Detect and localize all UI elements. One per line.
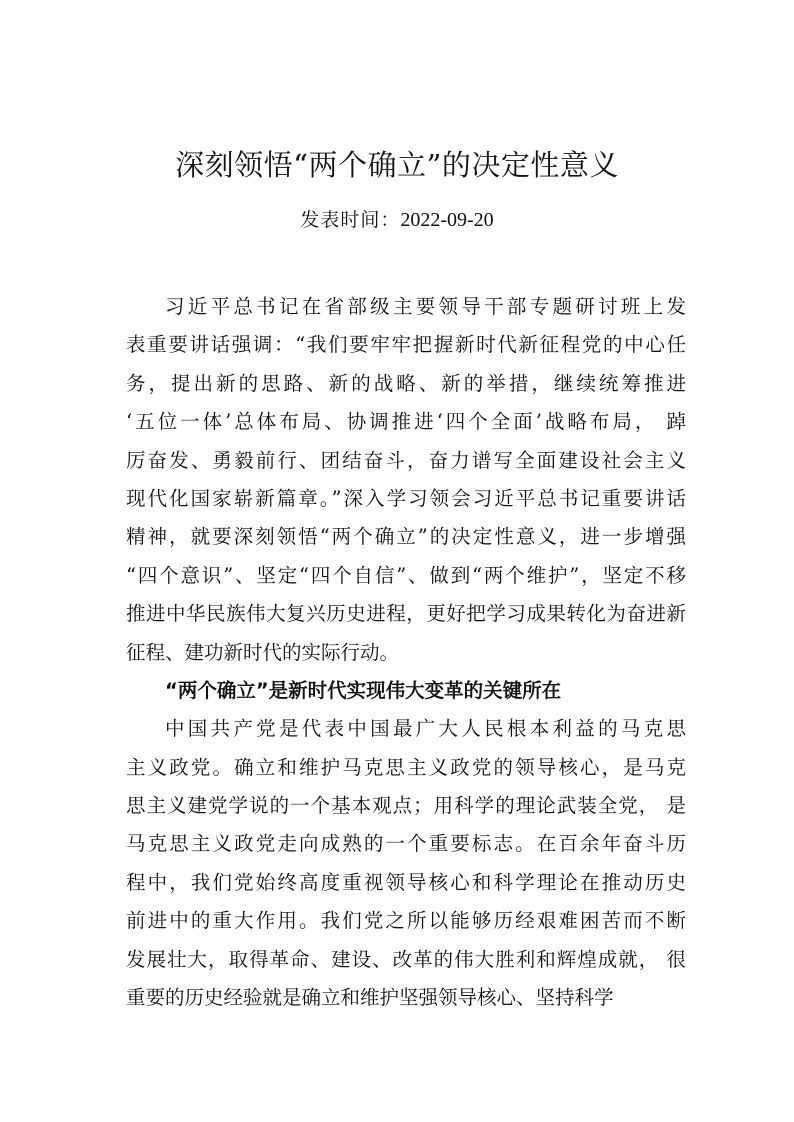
text-line: 精神，就要深刻领悟“两个确立”的决定性意义，进一步增强 [126, 525, 686, 549]
text-line: 前进中的重大作用。我们党之所以能够历经艰难困苦而不断 [126, 909, 686, 933]
article-body [126, 288, 686, 1017]
text-line: 马克思主义政党走向成熟的一个重要标志。在百余年奋斗历 [126, 832, 686, 856]
section-heading: “两个确立”是新时代实现伟大变革的关键所在 [165, 678, 562, 702]
publish-date: 2022-09-20 [400, 209, 494, 231]
paragraph-section-1 [126, 710, 686, 1017]
text-line: 发展壮大，取得革命、建设、改革的伟大胜利和辉煌成就， 很 [126, 947, 686, 971]
text-line: 务，提出新的思路、新的战略、新的举措，继续统筹推进 [126, 371, 686, 395]
text-line: 程中，我们党始终高度重视领导核心和科学理论在推动历史 [126, 870, 686, 894]
text-line: 主义政党。确立和维护马克思主义政党的领导核心，是马克 [126, 755, 686, 779]
text-line: 中国共产党是代表中国最广大人民根本利益的马克思 [165, 717, 686, 741]
publish-label: 发表时间： [300, 209, 401, 231]
text-line: 表重要讲话强调：“我们要牢牢把握新时代新征程党的中心任 [126, 333, 686, 357]
text-line: 习近平总书记在省部级主要领导干部专题研讨班上发 [165, 295, 686, 318]
text-line: 重要的历史经验就是确立和维护坚强领导核心、坚持科学 [126, 986, 614, 1010]
text-line: 现代化国家崭新篇章。”深入学习领会习近平总书记重要讲话 [126, 486, 686, 510]
paragraph-intro [126, 288, 686, 672]
text-line: “四个意识”、坚定“四个自信”、做到“两个维护”，坚定不移 [126, 563, 686, 587]
text-line: 推进中华民族伟大复兴历史进程，更好把学习成果转化为奋进新 [126, 602, 686, 626]
publish-info [0, 205, 794, 235]
text-line: 思主义建党学说的一个基本观点；用科学的理论武装全党， 是 [126, 794, 686, 818]
text-line: 征程、建功新时代的实际行动。 [126, 640, 400, 664]
text-line: 厉奋发、勇毅前行、团结奋斗，奋力谱写全面建设社会主义 [126, 448, 686, 472]
article-title: 深刻领悟“两个确立”的决定性意义 [175, 148, 619, 182]
text-line: ‘五位一体’总体布局、协调推进‘四个全面’战略布局， 踔 [126, 410, 686, 434]
